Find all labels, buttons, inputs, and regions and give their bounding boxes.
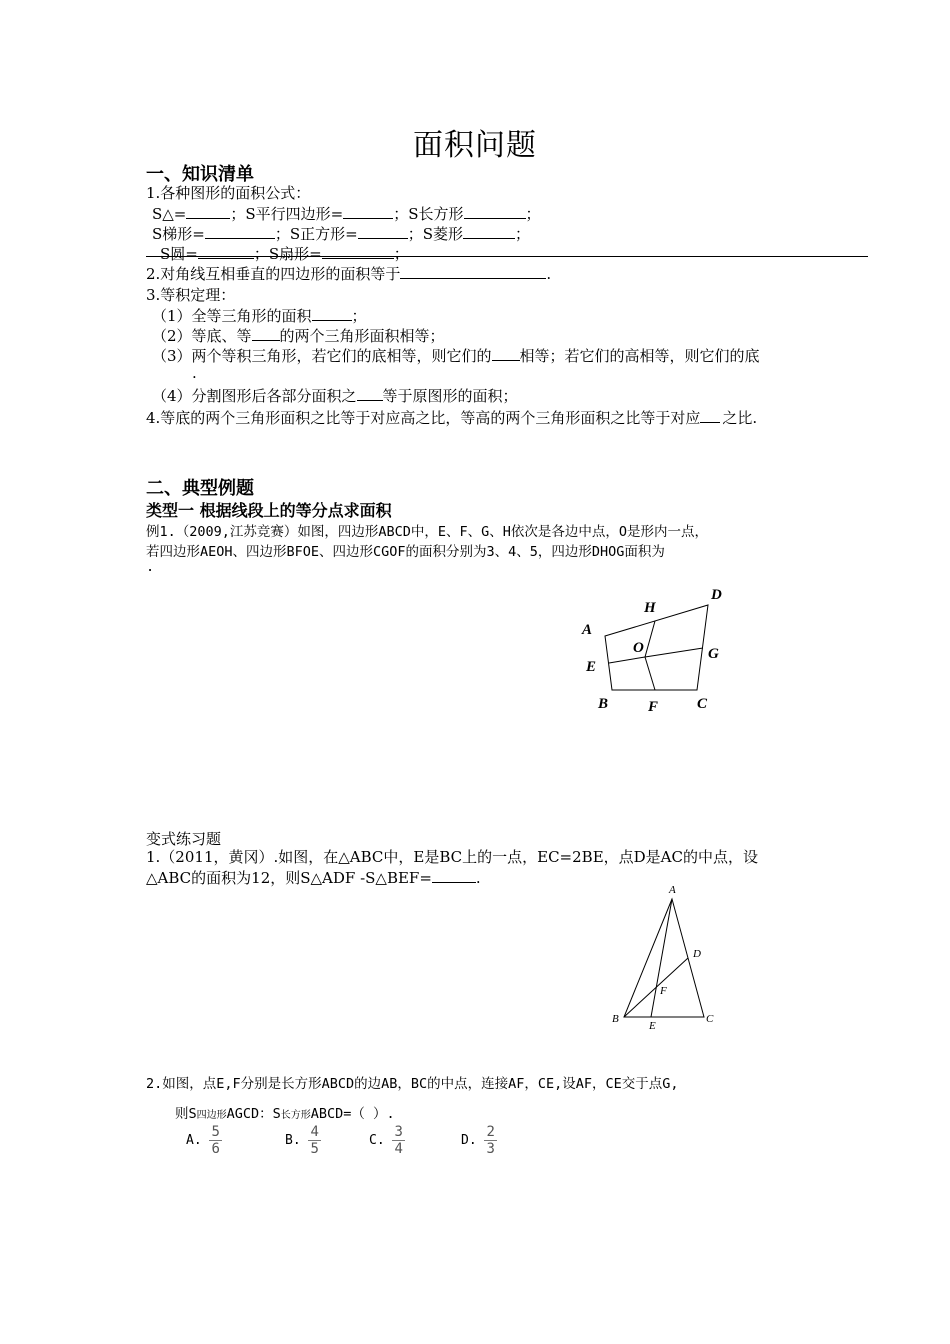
answer-blank bbox=[252, 326, 280, 341]
segment-bd bbox=[624, 958, 688, 1017]
quadrilateral-abcd bbox=[605, 605, 708, 690]
equal-area-theorem-intro: 3.等积定理： bbox=[146, 286, 236, 304]
label-c: C bbox=[697, 696, 708, 712]
diagonal-perpendicular-item: 2.对角线互相垂直的四边形的面积等于 . bbox=[146, 265, 552, 283]
label-d: D bbox=[711, 587, 722, 603]
type1-heading: 类型一 根据线段上的等分点求面积 bbox=[146, 501, 392, 520]
answer-blank bbox=[205, 224, 275, 239]
label-o: O bbox=[633, 640, 644, 656]
answer-blank bbox=[357, 386, 383, 401]
theorem-item-2: （2）等底、等 的两个三角形面积相等； bbox=[152, 327, 445, 345]
variant-heading: 变式练习题 bbox=[146, 830, 222, 848]
answer-blank bbox=[312, 306, 352, 321]
answer-blank bbox=[186, 204, 230, 219]
segment-og bbox=[645, 648, 703, 657]
answer-blank bbox=[700, 408, 720, 423]
label-f: F bbox=[660, 985, 667, 997]
variant2-line2: 则S四边形AGCD：S长方形ABCD=（ ）. bbox=[175, 1106, 395, 1122]
triangle-abc bbox=[624, 899, 704, 1017]
variant2-line1: 2.如图，点E,F分别是长方形ABCD的边AB，BC的中点，连接AF，CE,设AF，CE交于点G, bbox=[146, 1076, 679, 1092]
label-c: C bbox=[706, 1013, 714, 1025]
answer-blank bbox=[464, 204, 526, 219]
answer-blank bbox=[198, 244, 254, 259]
label-g: G bbox=[708, 646, 719, 662]
answer-blank bbox=[400, 264, 546, 279]
theorem-item-4: （4）分割图形后各部分面积之 等于原图形的面积； bbox=[152, 387, 518, 405]
label-f: F bbox=[648, 699, 659, 715]
label-e: E bbox=[649, 1020, 656, 1032]
quadrilateral-figure bbox=[575, 580, 735, 720]
theorem-item-3-end: . bbox=[192, 364, 197, 382]
example1-line3: . bbox=[146, 559, 155, 575]
option-d[interactable]: D. $\frac{2}{3}$ bbox=[461, 1124, 495, 1157]
answer-blank bbox=[492, 346, 520, 361]
segment-of bbox=[645, 657, 655, 690]
option-a[interactable]: A. $\frac{5}{6}$ bbox=[186, 1124, 220, 1157]
triangle-figure bbox=[605, 880, 725, 1035]
theorem-item-3: （3）两个等积三角形，若它们的底相等，则它们的 相等；若它们的高相等，则它们的底 bbox=[152, 347, 760, 365]
label-a: A bbox=[582, 622, 593, 638]
segment-eo bbox=[609, 657, 645, 663]
formula-row-2: S梯形= ；S正方形= ；S菱形 ； bbox=[152, 225, 531, 243]
option-b[interactable]: B. $\frac{4}{5}$ bbox=[285, 1124, 319, 1157]
example1-line2: 若四边形AEOH、四边形BFOE、四边形CGOF的面积分别为3、4、5，四边形DHOG面积为 bbox=[146, 544, 665, 560]
fraction: $\frac{5}{6}$ bbox=[211, 1124, 220, 1157]
label-h: H bbox=[644, 600, 656, 616]
label-b: B bbox=[598, 696, 609, 712]
variant1-line2: △ABC的面积为12，则S△ADF -S△BEF= . bbox=[146, 869, 481, 887]
answer-blank bbox=[322, 244, 394, 259]
section-heading-examples: 二、典型例题 bbox=[146, 478, 254, 499]
label-b: B bbox=[612, 1013, 619, 1025]
fraction: $\frac{2}{3}$ bbox=[486, 1124, 495, 1157]
section-heading-knowledge: 一、知识清单 bbox=[146, 164, 254, 185]
formula-row-3: S圆= ；S扇形= ； bbox=[160, 245, 409, 263]
example1-line1: 例1.（2009,江苏竞赛）如图，四边形ABCD中，E、F、G、H依次是各边中点，O是形内一点， bbox=[146, 524, 709, 540]
answer-blank bbox=[343, 204, 393, 219]
label-a: A bbox=[669, 884, 676, 896]
label-d: D bbox=[693, 948, 701, 960]
theorem-item-1: （1）全等三角形的面积 ； bbox=[152, 307, 367, 325]
formula-intro: 1.各种图形的面积公式： bbox=[146, 184, 311, 202]
ratio-item: 4.等底的两个三角形面积之比等于对应高之比，等高的两个三角形面积之比等于对应 之比. bbox=[146, 409, 758, 427]
fraction: $\frac{4}{5}$ bbox=[310, 1124, 319, 1157]
answer-blank bbox=[358, 224, 408, 239]
answer-blank bbox=[432, 868, 476, 883]
option-c[interactable]: C. $\frac{3}{4}$ bbox=[369, 1124, 403, 1157]
variant1-line1: 1.（2011，黄冈）.如图，在△ABC中，E是BC上的一点，EC=2BE，点D是AC的中点，设 bbox=[146, 848, 758, 866]
answer-blank bbox=[463, 224, 515, 239]
segment-ho bbox=[645, 621, 655, 657]
formula-row-1: S△= ；S平行四边形= ；S长方形 ； bbox=[152, 205, 541, 223]
label-e: E bbox=[586, 659, 597, 675]
segment-ae bbox=[651, 899, 672, 1017]
fraction: $\frac{3}{4}$ bbox=[394, 1124, 403, 1157]
page-title: 面积问题 bbox=[413, 128, 537, 163]
